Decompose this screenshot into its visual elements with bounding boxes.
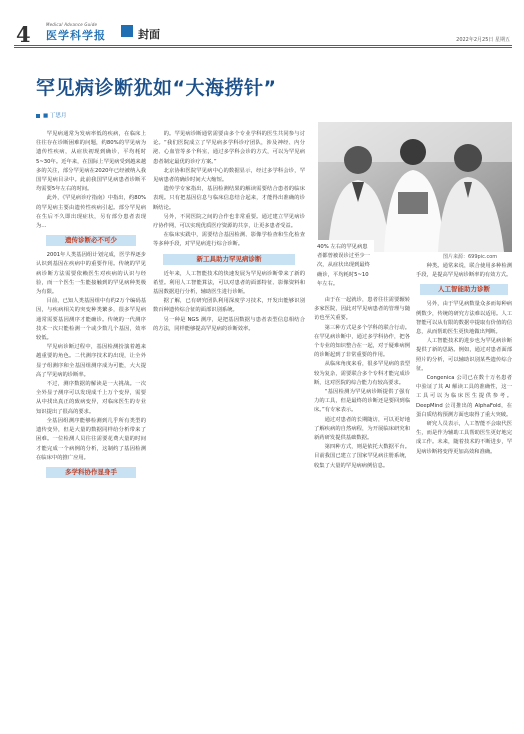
section-marker-icon <box>121 25 133 37</box>
header-divider-thin <box>14 47 512 48</box>
photo-caption: 40% 左右的罕见病患者都曾被误诊过至少一次，从症状出现到最终确诊，平均耗时5~10年左右。 <box>314 240 374 292</box>
paragraph: 另一种是 NGS 测序，是把基因数据与患者表型信息相结合的方法，同样能够提高罕见病的诊断效率。 <box>153 316 305 332</box>
paragraph: 2001年人类基因组计划完成，医学界逐步认识到基因在疾病中的重要作用。传统的罕见病诊断方法需要依赖医生对疾病的认识与经验，而一个医生一生能接触到的罕见病种类极为有限。 <box>36 252 146 296</box>
photo-credit: 图片来源：699pic.com <box>443 254 498 260</box>
paragraph: 遗传学专家指出，基因检测结果的解读需要结合患者的临床表现。只有把基因信息与临床信息结合起来，才能得出准确的诊断结论。 <box>153 186 305 211</box>
page-number: 4 <box>16 22 31 47</box>
author-name: ■ 丁思月 <box>43 113 67 119</box>
paragraph: 种类。通常来说，联合使用多种检测手段，是提高罕见病诊断率的有效方式。 <box>416 263 512 279</box>
paragraph: 据了解，已有研究团队利用深度学习技术，开发出能够识别数百种遗传综合征的面部识别系统。 <box>153 298 305 314</box>
article-photo <box>318 122 512 252</box>
article-author <box>36 111 66 119</box>
article-title: 罕见病诊断犹如“大海捞针” <box>36 77 277 99</box>
paragraph: 从临床角度来看，很多罕见病的表型较为复杂，需要联合多个专科才能完成诊断，这对医院的综合能力有较高要求。 <box>314 361 410 386</box>
subheading: 人工智能助力诊断 <box>420 284 508 295</box>
paragraph: 罕见病通常为发病率低的疾病，在临床上往往存在诊断困难的问题，约80%的罕见病为遗传性疾病，从症状初现到确诊，平均耗时5~30年。近年来，在国际上罕见病受到越来越多的关注，部分罕见病在2020年已经被纳入我国罕见病目录中。此前我国罕见病患者诊断平均需要5年左右的时间。 <box>36 131 146 193</box>
header-divider <box>14 45 512 46</box>
paragraph: 的。罕见病诊断通常需要由多个专业学科的医生共同参与讨论。“我们医院成立了罕见病多学科诊疗团队，涉及神经、内分泌、心血管等多个科室，通过多学科会诊的方式，可以为罕见病患者制定最优的诊疗方案。” <box>153 131 305 165</box>
paragraph: Congenica 公司已在数十万名患者中验证了其 AI 解读工具的准确性，这一工具可以为临床医生提供参考。DeepMind 公司推出的 AlphaFold，在蛋白质结构预测方面也取得了重大突破。 <box>416 375 512 418</box>
paragraph: 全基因组测序能够检测到几乎所有类型的遗传变异，但是大量的数据同样给分析带来了困难。一位检测人员往往需要花费大量的时间才能完成一个病例的分析，这制约了基因检测在临床中的推广应用。 <box>36 417 146 461</box>
paragraph: 在临床实践中，需要结合基因检测、影像学检查和生化检查等多种手段，对罕见病进行综合诊断。 <box>153 232 305 248</box>
article-column-3 <box>314 296 410 730</box>
subheading: 多学科协作显身手 <box>46 467 136 478</box>
article-column-1 <box>36 130 146 730</box>
paragraph: 此外，《罕见病诊疗指南》中指出，约80%的罕见病主要由遗传性疾病引起。部分罕见病在生后不久即出现症状，另有部分患者表现为… <box>36 195 146 230</box>
paragraph: 通过对患者的长期随访，可以更好地了解疾病的自然病程，为开展临床研究和新药研发提供基础数据。 <box>314 416 410 442</box>
paragraph: 不过，测序数据的解读是一大挑战。一次全外显子测序可以发现成千上万个变异，需要从中找出真正的致病变异，对临床医生的专业知识提出了很高的要求。 <box>36 381 146 415</box>
article-column-2 <box>153 130 305 730</box>
masthead <box>46 22 118 43</box>
paragraph: 另外，不同医院之间的合作也非常重要。通过建立罕见病诊疗协作网，可以实现优质医疗资源的共享，让更多患者受益。 <box>153 213 305 230</box>
masthead-chinese: 医学科学报 <box>46 29 106 42</box>
paragraph: 由于在一起就诊，患者往往需要辗转多家医院，因此对罕见病患者的管理与随访也至关重要。 <box>314 297 410 322</box>
paragraph: 研究人员表示，人工智能不会取代医生，而是作为辅助工具帮助医生更好地完成工作。未来，随着技术的不断进步，罕见病诊断将变得更加高效和准确。 <box>416 421 512 455</box>
square-bullet-icon <box>36 114 40 118</box>
subheading: 遗传诊断必不可少 <box>46 235 136 246</box>
section-name: 封面 <box>138 28 160 41</box>
paragraph: 罕见病诊断过程中，基因检测扮演着越来越重要的角色。二代测序技术的出现，让全外显子组测序和全基因组测序成为可能，大大提高了罕见病的诊断率。 <box>36 344 146 378</box>
paragraph: 近年来，人工智能技术的快速发展为罕见病诊断带来了新的希望。利用人工智能算法，可以对患者的面部特征、影像资料和基因数据进行分析，辅助医生进行诊断。 <box>153 270 305 296</box>
paragraph: 另外，由于罕见病数量众多而每种病例数少，传统的研究方法难以适用。人工智能可以从有限的数据中提取有价值的信息，从而帮助医生更快地做出判断。 <box>416 301 512 336</box>
paragraph: 人工智能技术的进步也为罕见病诊断提供了新的思路。例如，通过对患者面部照片的分析，可以辅助识别某些遗传综合征。 <box>416 338 512 372</box>
paragraph: “基因检测为罕见病诊断提供了强有力的工具，但是最终的诊断还是要回到临床。”有专家表示。 <box>314 389 410 414</box>
paragraph: 北京协和医院罕见病中心的数据显示，经过多学科会诊，罕见病患者的确诊时间大大缩短。 <box>153 167 305 184</box>
paragraph: 第三种方式是多个学科的联合行动。在罕见病诊断中，通过多学科协作，把各个专业的知识整合在一起，对于疑难病例的诊断起到了非常重要的作用。 <box>314 324 410 359</box>
article-column-4 <box>416 262 512 730</box>
subheading: 新工具助力罕见病诊断 <box>163 254 295 265</box>
page-header <box>0 0 524 47</box>
paragraph: 第四种方式，则是依托大数据平台。目前我国已建立了国家罕见病注册系统，收集了大量的罕见病病例信息。 <box>314 444 410 469</box>
masthead-english: Medical Advance Guide <box>46 22 98 27</box>
issue-date: 2022年2月25日 星期五 <box>456 37 510 43</box>
paragraph: 目前，已知人类基因组中有约2万个编码基因，与疾病相关的突变种类繁多，很多罕见病通常需要基因测序才能确诊。传统的一代测序技术一次只能检测一个或少数几个基因，效率较低。 <box>36 298 146 342</box>
doctors-photo-image <box>318 122 512 252</box>
